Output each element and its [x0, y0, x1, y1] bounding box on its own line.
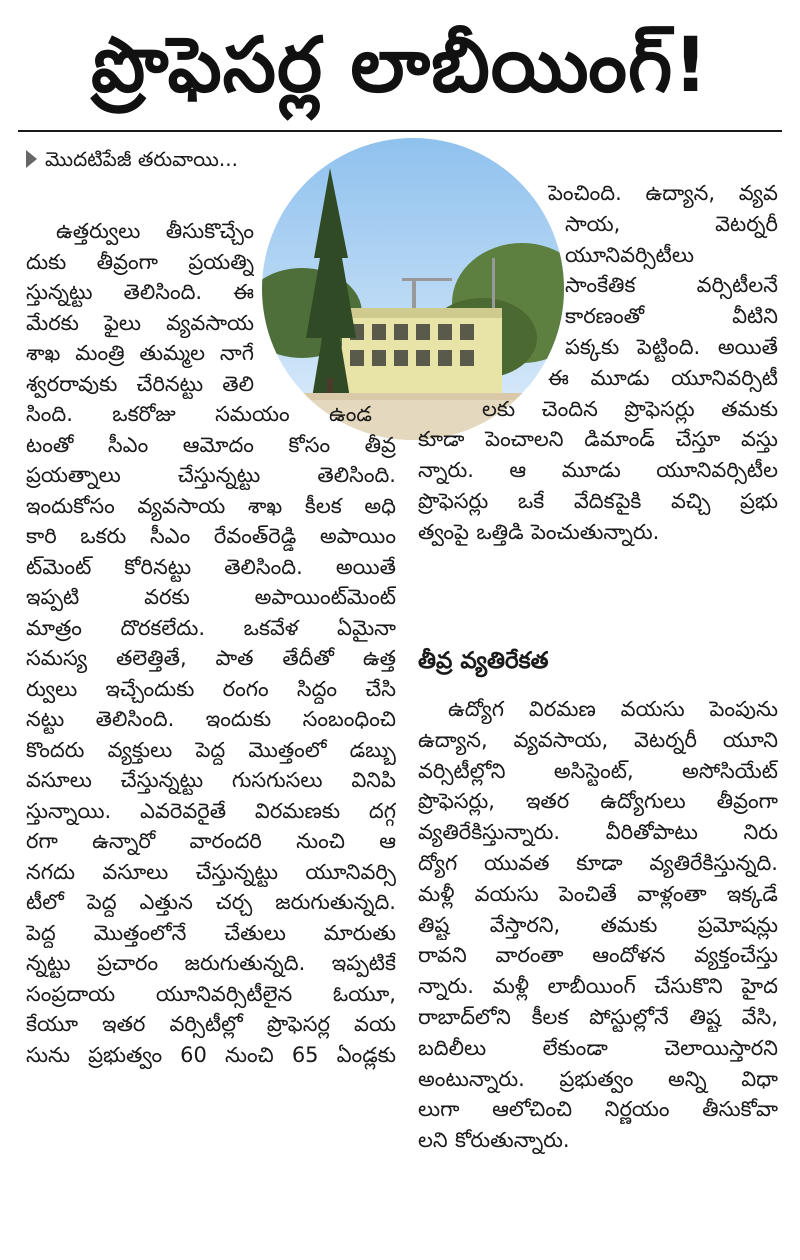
- left-column-line: రగా ఉన్నారో వారందరి నుంచి ఆ: [26, 829, 396, 853]
- left-column-line: ట్‌మెంట్ కోరినట్టు తెలిసింది. అయితే: [26, 554, 396, 579]
- left-column-line: ప్రయత్నాలు చేస్తున్నట్టు తెలిసింది.: [26, 463, 396, 487]
- right-column-bottom-line: న్నారు. మళ్లీ లాబీయింగ్ చేసుకొని హైద: [418, 974, 778, 999]
- left-column-line: మాత్రం దొరకలేదు. ఒకవేళ ఏమైనా: [26, 615, 396, 640]
- left-column-line: స్తున్నట్టు తెలిసింది. ఈ: [26, 280, 254, 304]
- right-column-bottom-line: ప్రొఫెసర్లు, ఇతర ఉద్యోగులు తీవ్రంగా: [418, 789, 778, 814]
- right-column-top-line: పక్కకు పెట్టింది. అయితే: [565, 335, 778, 359]
- right-column-top-line: ఈ మూడు యూనివర్సిటీ: [548, 365, 778, 390]
- left-column-line: పెద్ద మొత్తంలోనే చేతులు మారుతు: [26, 920, 396, 945]
- left-column-line: వసూలు చేస్తున్నట్టు గుసగుసలు వినిపి: [26, 768, 396, 792]
- left-column-line: నట్టు తెలిసింది. ఇందుకు సంబంధించి: [26, 707, 396, 731]
- left-column-line: దుకు తీవ్రంగా ప్రయత్ని: [26, 249, 254, 274]
- right-column-bottom-line: ఉద్యోగ విరమణ వయసు పెంపును: [448, 697, 778, 721]
- left-column-line: సంప్రదాయ యూనివర్సిటీలైన ఓయూ,: [26, 981, 396, 1006]
- right-column-top-line: న్నారు. ఆ మూడు యూనివర్సిటీల: [418, 458, 778, 483]
- right-column-top-line: కారణంతో వీటిని: [565, 304, 778, 329]
- right-column-top-line: సాయ, వెటర్నరీ: [565, 211, 778, 236]
- left-column-line: కేయూ ఇతర వర్సిటీల్లో ప్రొఫెసర్ల వయ: [26, 1012, 396, 1036]
- left-column-line: టీలో పెద్ద ఎత్తున చర్చ జరుగుతున్నది.: [26, 890, 396, 914]
- right-column-bottom-line: బదిలీలు లేకుండా చెలాయిస్తారని: [418, 1035, 778, 1060]
- right-column-top-line: సాంకేతిక వర్సిటీలనే: [565, 273, 778, 298]
- continued-from: [26, 144, 238, 174]
- right-column-bottom-line: అంటున్నారు. ప్రభుత్వం అన్ని విధా: [418, 1066, 778, 1091]
- right-column-top-line: త్వంపై ఒత్తిడి పెంచుతున్నారు.: [418, 519, 660, 544]
- subheading: తీవ్ర వ్యతిరేకత: [418, 648, 549, 674]
- right-column-top-line: కూడా పెంచాలని డిమాండ్ చేస్తూ వస్తు: [418, 427, 778, 452]
- left-column-line: సమస్య తలెత్తితే, పాత తేదీతో ఉత్త: [26, 646, 396, 670]
- right-column-bottom-line: లని కోరుతున్నారు.: [418, 1128, 570, 1153]
- left-column-line: శ్వరరావుకు చేరినట్టు తెలి: [26, 371, 254, 396]
- right-column-bottom-line: రాబాద్‌లోని కీలక పోస్టుల్లోనే తిష్ట వేసి,: [418, 1005, 778, 1029]
- right-column-bottom-line: వర్సిటీల్లోని అసిస్టెంట్, అసోసియేట్: [418, 758, 778, 783]
- left-column-line: న్నట్టు ప్రచారం జరుగుతున్నది. ఇప్పటికే: [26, 951, 396, 975]
- left-column-line: సును ప్రభుత్వం 60 నుంచి 65 ఏండ్లకు: [26, 1042, 396, 1067]
- right-column-top-line: లకు చెందిన ప్రొఫెసర్లు తమకు: [482, 396, 778, 421]
- right-column-bottom-line: మళ్లీ వయసు పెంచితే వాళ్లంతా ఇక్కడే: [418, 881, 778, 906]
- left-column-line: ఇందుకోసం వ్యవసాయ శాఖ కీలక అధి: [26, 493, 396, 518]
- right-column-top-line: ప్రొఫెసర్లు ఒకే వేదికపైకి వచ్చి ప్రభు: [418, 489, 778, 513]
- chevron-right-icon: [26, 150, 37, 168]
- continued-from-label: మొదటిపేజీ తరువాయి...: [45, 147, 238, 171]
- headline: ప్రొఫెసర్ల లాబీయింగ్!: [91, 20, 709, 109]
- headline-rule: [18, 130, 782, 132]
- right-column-bottom-line: ఉద్యాన, వ్యవసాయ, వెటర్నరీ యూని: [418, 727, 778, 752]
- right-column-bottom-line: వ్యతిరేకిస్తున్నారు. వీరితోపాటు నిరు: [418, 820, 778, 845]
- left-column-line: ర్వులు ఇచ్చేందుకు రంగం సిద్ధం చేసి: [26, 676, 396, 701]
- left-column-line: శాఖ మంత్రి తుమ్మల నాగే: [26, 341, 254, 365]
- right-column-top-line: పెంచింది. ఉద్యాన, వ్యవ: [548, 181, 778, 205]
- right-column-top-line: యూనివర్సిటీలు: [565, 242, 694, 267]
- left-column-line: ఉత్తర్వులు తీసుకొచ్చేం: [56, 219, 254, 243]
- left-column-line: సింది. ఒకరోజు సమయం ఉండ: [26, 402, 372, 426]
- left-column-line: కొందరు వ్యక్తులు పెద్ద మొత్తంలో డబ్బు: [26, 737, 396, 762]
- left-column-line: ఇప్పటి వరకు అపాయింట్‌మెంట్: [26, 585, 396, 609]
- right-column-bottom-line: రావని వారంతా ఆందోళన వ్యక్తంచేస్తు: [418, 943, 778, 968]
- left-column-line: టంతో సీఎం ఆమోదం కోసం తీవ్ర: [26, 432, 396, 457]
- right-column-bottom-line: ద్యోగ యువత కూడా వ్యతిరేకిస్తున్నది.: [418, 851, 778, 875]
- left-column-line: కారి ఒకరు సీఎం రేవంత్‌రెడ్డి అపాయిం: [26, 524, 396, 548]
- left-column-line: నగదు వసూలు చేస్తున్నట్టు యూనివర్సి: [26, 859, 396, 884]
- right-column-bottom-line: తిష్ట వేస్తారని, తమకు ప్రమోషన్లు: [418, 912, 778, 937]
- left-column-line: స్తున్నాయి. ఎవరెవరైతే విరమణకు దగ్గ: [26, 798, 396, 823]
- left-column-line: మేరకు ఫైలు వ్యవసాయ: [26, 310, 254, 335]
- right-column-bottom-line: లుగా ఆలోచించి నిర్ణయం తీసుకోవా: [418, 1097, 778, 1122]
